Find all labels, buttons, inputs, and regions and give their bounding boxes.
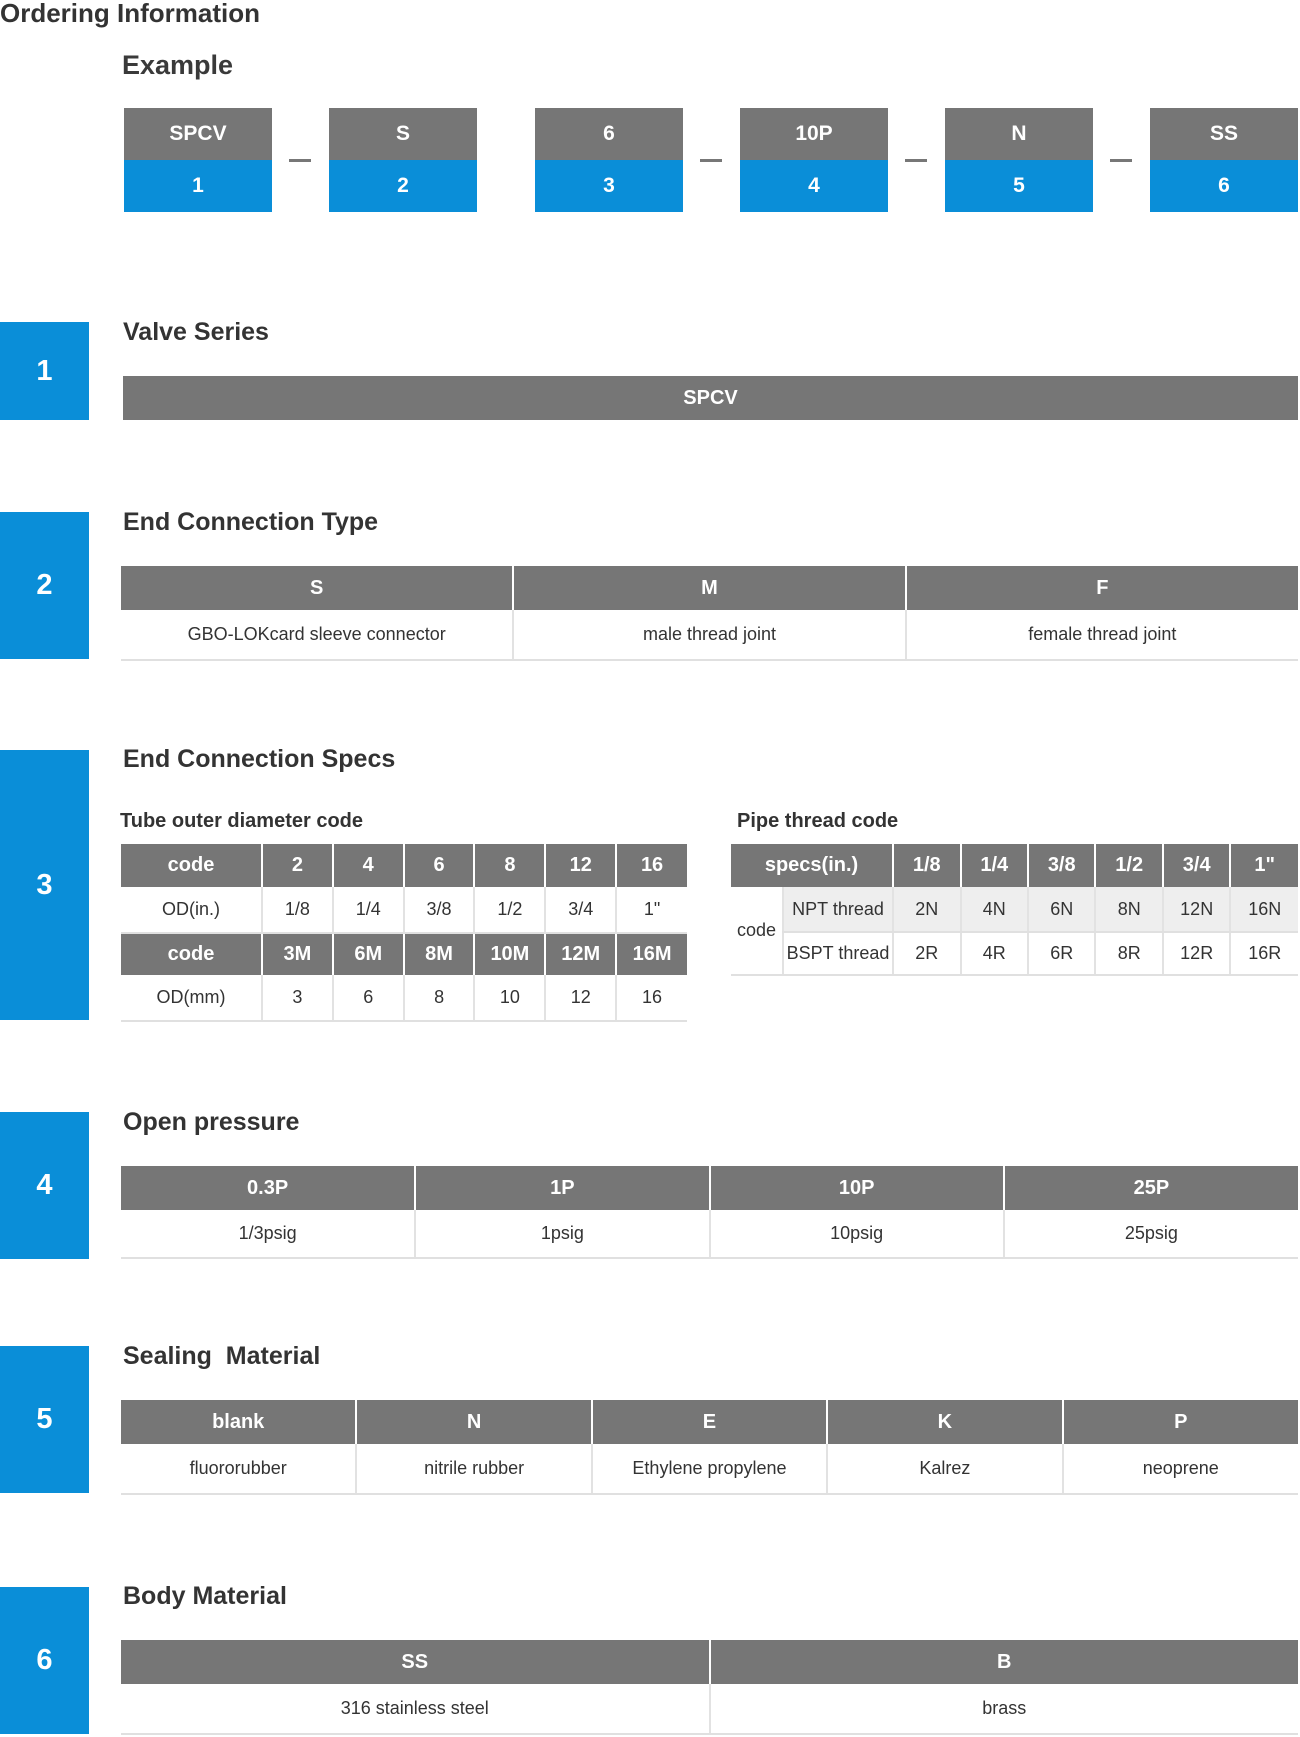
table-header: 1/4 xyxy=(961,844,1028,887)
example-code-box xyxy=(329,108,477,212)
table-cell: Kalrez xyxy=(827,1444,1062,1494)
table-header: blank xyxy=(121,1400,356,1444)
table-header: code xyxy=(121,844,262,887)
pipe-group-label: code xyxy=(731,887,783,975)
table-header: 3M xyxy=(262,933,333,975)
table-cell: 8N xyxy=(1095,887,1162,932)
table-cell: 1/8 xyxy=(262,887,333,933)
example-title: Example xyxy=(122,50,234,80)
table-header: 4 xyxy=(333,844,404,887)
table-header: 10P xyxy=(710,1166,1004,1210)
table-header: 6M xyxy=(333,933,404,975)
table-header: F xyxy=(906,566,1298,610)
table-header: 12M xyxy=(545,933,616,975)
pipe-thread-table xyxy=(731,844,1298,976)
table-cell: 16N xyxy=(1230,887,1298,932)
pipe-subtitle: Pipe thread code xyxy=(737,810,899,832)
table-cell: 2R xyxy=(893,932,960,975)
table-cell: 6 xyxy=(333,975,404,1021)
table-header: 3/4 xyxy=(1163,844,1230,887)
table-cell: Ethylene propylene xyxy=(592,1444,827,1494)
example-code-box xyxy=(1150,108,1298,212)
example-index: 1 xyxy=(124,160,272,212)
table-cell: OD(in.) xyxy=(121,887,262,933)
table-cell: 16 xyxy=(616,975,687,1021)
table-header: 1" xyxy=(1230,844,1298,887)
table-header: 1/8 xyxy=(893,844,960,887)
table-cell: male thread joint xyxy=(513,610,905,660)
end-connection-type-table xyxy=(121,566,1298,661)
example-code: S xyxy=(329,108,477,160)
table-header: M xyxy=(513,566,905,610)
body-material-table xyxy=(121,1640,1298,1735)
section-title: Body Material xyxy=(123,1582,287,1610)
tube-od-table xyxy=(121,844,687,1022)
table-cell: 1/3psig xyxy=(121,1210,415,1258)
example-code-box xyxy=(535,108,683,212)
example-code: SPCV xyxy=(124,108,272,160)
table-header: 12 xyxy=(545,844,616,887)
example-index: 6 xyxy=(1150,160,1298,212)
table-cell: BSPT thread xyxy=(783,932,893,975)
table-header: K xyxy=(827,1400,1062,1444)
table-cell: fluororubber xyxy=(121,1444,356,1494)
table-cell: nitrile rubber xyxy=(356,1444,591,1494)
table-header: 16M xyxy=(616,933,687,975)
section-number: 6 xyxy=(0,1587,89,1734)
example-code-box xyxy=(740,108,888,212)
example-code: 10P xyxy=(740,108,888,160)
table-cell: 8 xyxy=(404,975,475,1021)
example-index: 4 xyxy=(740,160,888,212)
table-header: SS xyxy=(121,1640,710,1684)
table-cell: 8R xyxy=(1095,932,1162,975)
table-cell: 4N xyxy=(961,887,1028,932)
section-title: Open pressure xyxy=(123,1108,300,1136)
table-header: 0.3P xyxy=(121,1166,415,1210)
section-number: 1 xyxy=(0,322,89,420)
table-cell: 25psig xyxy=(1004,1210,1298,1258)
table-cell: 3 xyxy=(262,975,333,1021)
table-header: 8M xyxy=(404,933,475,975)
valve-series-table xyxy=(123,376,1298,420)
table-header: 25P xyxy=(1004,1166,1298,1210)
dash-separator xyxy=(1110,159,1132,162)
section-number: 3 xyxy=(0,750,89,1020)
page-title: Ordering Information xyxy=(0,0,260,28)
dash-separator xyxy=(700,159,722,162)
table-header: 1P xyxy=(415,1166,709,1210)
section-title: End Connection Specs xyxy=(123,745,396,773)
table-cell: 6N xyxy=(1028,887,1095,932)
table-cell: GBO-LOKcard sleeve connector xyxy=(121,610,513,660)
dash-separator xyxy=(289,159,311,162)
table-header: code xyxy=(121,933,262,975)
section-title: End Connection Type xyxy=(123,508,379,536)
table-cell: OD(mm) xyxy=(121,975,262,1021)
table-cell: 1/2 xyxy=(474,887,545,933)
example-code: SS xyxy=(1150,108,1298,160)
section-title: Valve Series xyxy=(123,318,269,346)
table-cell: 12N xyxy=(1163,887,1230,932)
section-number: 5 xyxy=(0,1346,89,1493)
valve-series-value: SPCV xyxy=(123,376,1298,420)
tube-subtitle: Tube outer diameter code xyxy=(120,810,364,832)
table-cell: 3/4 xyxy=(545,887,616,933)
table-header: 6 xyxy=(404,844,475,887)
example-code: N xyxy=(945,108,1093,160)
open-pressure-table xyxy=(121,1166,1298,1259)
table-cell: 16R xyxy=(1230,932,1298,975)
table-header: P xyxy=(1063,1400,1298,1444)
table-cell: female thread joint xyxy=(906,610,1298,660)
table-header: 10M xyxy=(474,933,545,975)
sealing-material-table xyxy=(121,1400,1298,1495)
table-cell: NPT thread xyxy=(783,887,893,932)
table-cell: 1psig xyxy=(415,1210,709,1258)
section-number: 2 xyxy=(0,512,89,659)
table-cell: 4R xyxy=(961,932,1028,975)
table-cell: neoprene xyxy=(1063,1444,1298,1494)
table-header: 16 xyxy=(616,844,687,887)
table-cell: 3/8 xyxy=(404,887,475,933)
table-header: E xyxy=(592,1400,827,1444)
table-cell: brass xyxy=(710,1684,1299,1734)
table-cell: 6R xyxy=(1028,932,1095,975)
table-header: 1/2 xyxy=(1095,844,1162,887)
table-header: B xyxy=(710,1640,1299,1684)
section-title: Sealing Material xyxy=(123,1342,321,1370)
table-cell: 1" xyxy=(616,887,687,933)
table-header: S xyxy=(121,566,513,610)
table-cell: 10 xyxy=(474,975,545,1021)
table-cell: 10psig xyxy=(710,1210,1004,1258)
table-cell: 316 stainless steel xyxy=(121,1684,710,1734)
table-cell: 12R xyxy=(1163,932,1230,975)
example-code-box xyxy=(124,108,272,212)
example-index: 3 xyxy=(535,160,683,212)
example-index: 5 xyxy=(945,160,1093,212)
example-code-box xyxy=(945,108,1093,212)
table-header: 3/8 xyxy=(1028,844,1095,887)
table-cell: 1/4 xyxy=(333,887,404,933)
example-code: 6 xyxy=(535,108,683,160)
table-header: specs(in.) xyxy=(731,844,893,887)
table-header: 2 xyxy=(262,844,333,887)
table-cell: 12 xyxy=(545,975,616,1021)
dash-separator xyxy=(905,159,927,162)
table-header: N xyxy=(356,1400,591,1444)
table-header: 8 xyxy=(474,844,545,887)
table-cell: 2N xyxy=(893,887,960,932)
section-number: 4 xyxy=(0,1112,89,1259)
example-index: 2 xyxy=(329,160,477,212)
